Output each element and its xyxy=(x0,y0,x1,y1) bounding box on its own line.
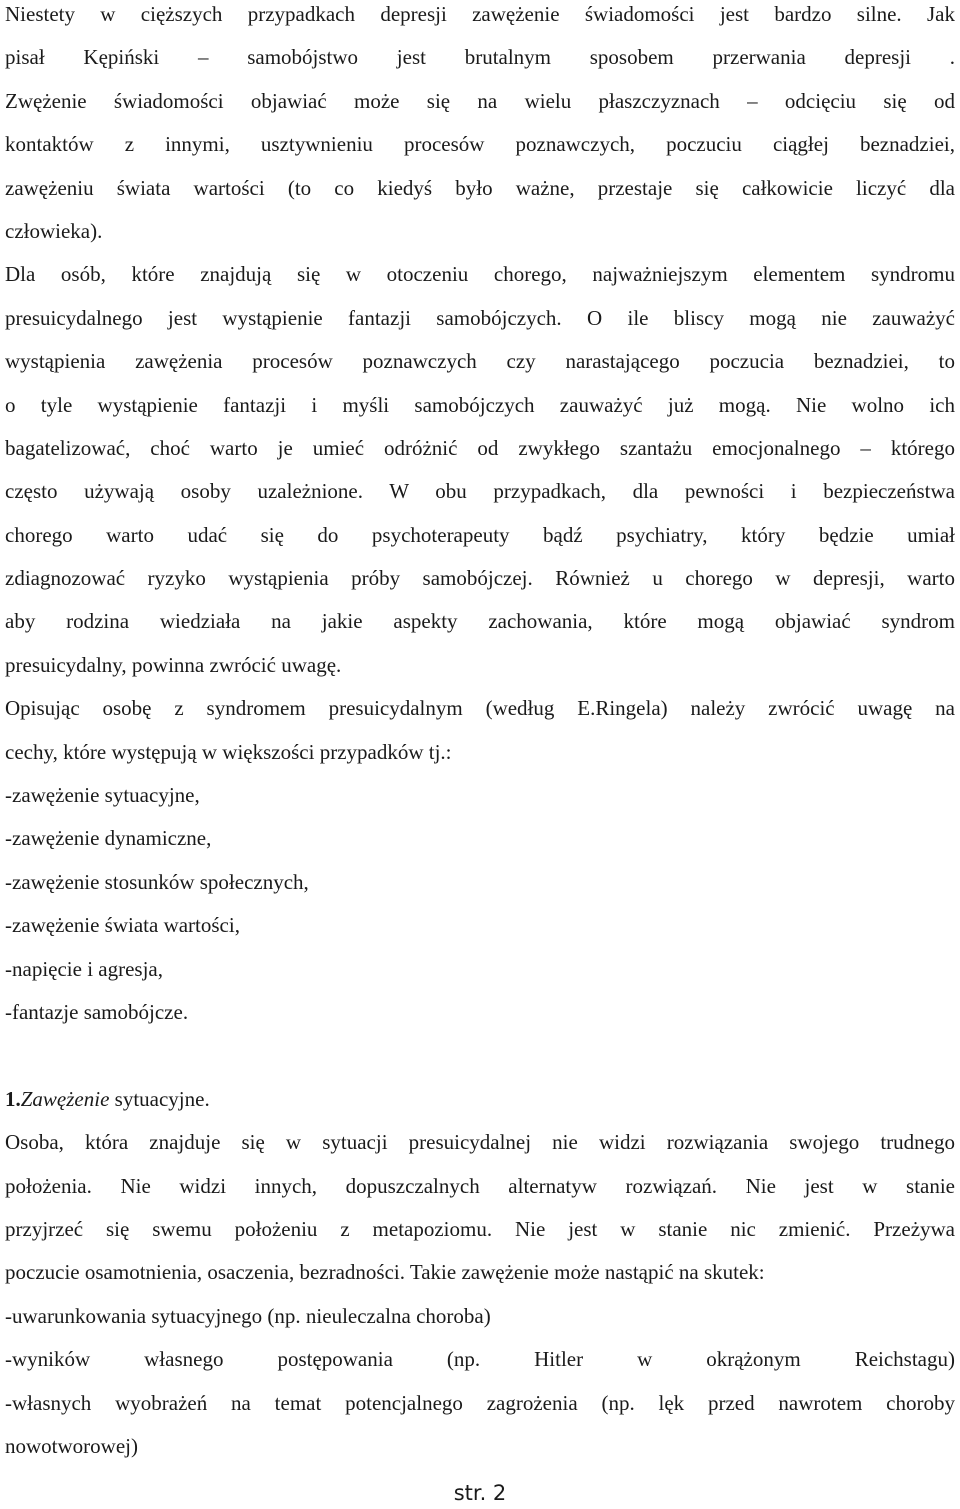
text-line: Osoba, która znajduje się w sytuacji presuicydalnej nie widzi rozwiązania swojego trudnego xyxy=(5,1130,955,1155)
text-line: wystąpienia zawężenia procesów poznawczych czy narastającego poczucia beznadziei, to xyxy=(5,349,955,374)
section-number: 1. xyxy=(5,1086,21,1111)
list-item: -fantazje samobójcze. xyxy=(5,999,189,1024)
text-line: presuicydalny, powinna zwrócić uwagę. xyxy=(5,652,342,677)
text-line: człowieka). xyxy=(5,218,103,243)
list-item: -wyników własnego postępowania (np. Hitler w okrążonym Reichstagu) xyxy=(5,1347,955,1372)
list-item: -zawężenie świata wartości, xyxy=(5,913,240,938)
text-line: o tyle wystąpienie fantazji i myśli samobójczych zauważyć już mogą. Nie wolno ich xyxy=(5,392,955,417)
feature-list xyxy=(5,774,955,1034)
list-item: -uwarunkowania sytuacyjnego (np. nieuleczalna choroba) xyxy=(5,1303,491,1328)
list-item: -napięcie i agresja, xyxy=(5,956,163,981)
paragraph-3 xyxy=(5,687,955,774)
text-line: pisał Kępiński – samobójstwo jest brutalnym sposobem przerwania depresji . xyxy=(5,45,955,70)
text-line: położenia. Nie widzi innych, dopuszczalnych alternatyw rozwiązań. Nie jest w stanie xyxy=(5,1173,955,1198)
text-line: chorego warto udać się do psychoterapeuty bądź psychiatry, który będzie umiał xyxy=(5,522,955,547)
text-line: Dla osób, które znajdują się w otoczeniu chorego, najważniejszym elementem syndromu xyxy=(5,262,955,287)
section-title-rest: sytuacyjne. xyxy=(109,1086,210,1111)
text-line: poczucie osamotnienia, osaczenia, bezradności. Takie zawężenie może nastąpić na skutek: xyxy=(5,1260,765,1285)
list-item: -własnych wyobrażeń na temat potencjalnego zagrożenia (np. lęk przed nawrotem choroby xyxy=(5,1390,955,1415)
section-heading-line xyxy=(5,1078,955,1121)
text-line: Niestety w cięższych przypadkach depresji zawężenie świadomości jest bardzo silne. Jak xyxy=(5,2,955,26)
text-line: zdiagnozować ryzyko wystąpienia próby samobójczej. Również u chorego w depresji, warto xyxy=(5,566,955,591)
section-title-italic: Zawężenie xyxy=(20,1086,110,1111)
list-item: -zawężenie sytuacyjne, xyxy=(5,783,200,808)
list-item: -zawężenie dynamiczne, xyxy=(5,826,212,851)
cause-list xyxy=(5,1295,955,1469)
text-line: zawężeniu świata wartości (to co kiedyś było ważne, przestaje się całkowicie liczyć dla xyxy=(5,175,955,200)
blank-line xyxy=(5,1034,955,1077)
paragraph-2 xyxy=(5,253,955,687)
page-number: str. 2 xyxy=(453,1481,507,1505)
text-line: aby rodzina wiedziała na jakie aspekty zachowania, które mogą objawiać syndrom xyxy=(5,609,955,634)
text-line: często używają osoby uzależnione. W obu przypadkach, dla pewności i bezpieczeństwa xyxy=(5,479,955,504)
text-line: bagatelizować, choć warto je umieć odróżnić od zwykłego szantażu emocjonalnego – którego xyxy=(5,435,955,460)
paragraph-1 xyxy=(5,0,955,253)
text-line: kontaktów z innymi, usztywnieniu procesów poznawczych, poczuciu ciągłej beznadziei, xyxy=(5,132,955,157)
section-heading xyxy=(5,1078,955,1121)
text-line: presuicydalnego jest wystąpienie fantazji samobójczych. O ile bliscy mogą nie zauważyć xyxy=(5,305,955,330)
document-page xyxy=(5,0,955,1468)
text-line: cechy, które występują w większości przypadków tj.: xyxy=(5,739,452,764)
list-item: nowotworowej) xyxy=(5,1433,138,1458)
list-item: -zawężenie stosunków społecznych, xyxy=(5,869,309,894)
text-line: Opisując osobę z syndromem presuicydalnym (według E.Ringela) należy zwrócić uwagę na xyxy=(5,696,955,721)
text-line: przyjrzeć się swemu położeniu z metapoziomu. Nie jest w stanie nic zmienić. Przeżywa xyxy=(5,1216,955,1241)
text-line: Zwężenie świadomości objawiać może się na wielu płaszczyznach – odcięciu się od xyxy=(5,88,955,113)
paragraph-4 xyxy=(5,1121,955,1295)
